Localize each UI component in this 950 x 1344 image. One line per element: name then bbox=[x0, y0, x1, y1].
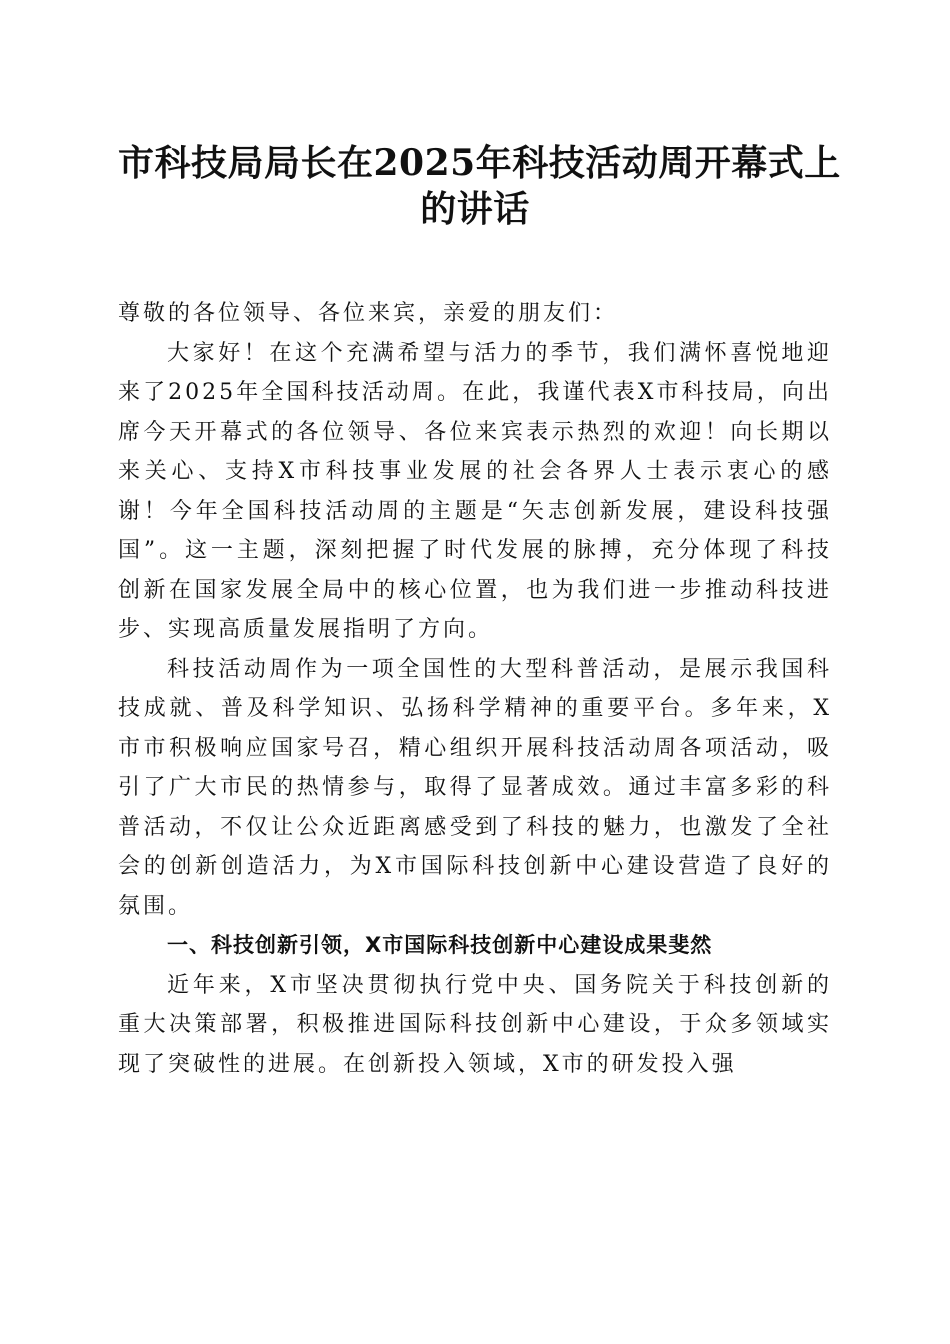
document-body bbox=[118, 294, 832, 1084]
title-line-2: 的讲话 bbox=[420, 188, 530, 230]
section-heading-1: 一、科技创新引领，X市国际科技创新中心建设成果斐然 bbox=[167, 933, 713, 957]
title-line-1: 市科技局局长在2025年科技活动周开幕式上 bbox=[118, 142, 841, 184]
paragraph-section-1: 近年来，X市坚决贯彻执行党中央、国务院关于科技创新的重大决策部署，积极推进国际科技创新中心建设，于众多领域实现了突破性的进展。在创新投入领域，X市的研发投入强 bbox=[118, 972, 832, 1077]
paragraph-activity-week: 科技活动周作为一项全国性的大型科普活动，是展示我国科技成就、普及科学知识、弘扬科学精神的重要平台。多年来，X市市积极响应国家号召，精心组织开展科技活动周各项活动，吸引了广大市民的热情参与，取得了显著成效。通过丰富多彩的科普活动，不仅让公众近距离感受到了科技的魅力，也激发了全社会的创新创造活力，为X市国际科技创新中心建设营造了良好的氛围。 bbox=[118, 656, 832, 919]
salutation: 尊敬的各位领导、各位来宾，亲爱的朋友们： bbox=[118, 301, 619, 326]
document-title bbox=[118, 140, 841, 232]
paragraph-opening: 大家好！在这个充满希望与活力的季节，我们满怀喜悦地迎来了2025年全国科技活动周。在此，我谨代表X市科技局，向出席今天开幕式的各位领导、各位来宾表示热烈的欢迎！向长期以来关心、支持X市科技事业发展的社会各界人士表示衷心的感谢！今年全国科技活动周的主题是“矢志创新发展，建设科技强国”。这一主题，深刻把握了时代发展的脉搏，充分体现了科技创新在国家发展全局中的核心位置，也为我们进一步推动科技进步、实现高质量发展指明了方向。 bbox=[118, 340, 832, 642]
